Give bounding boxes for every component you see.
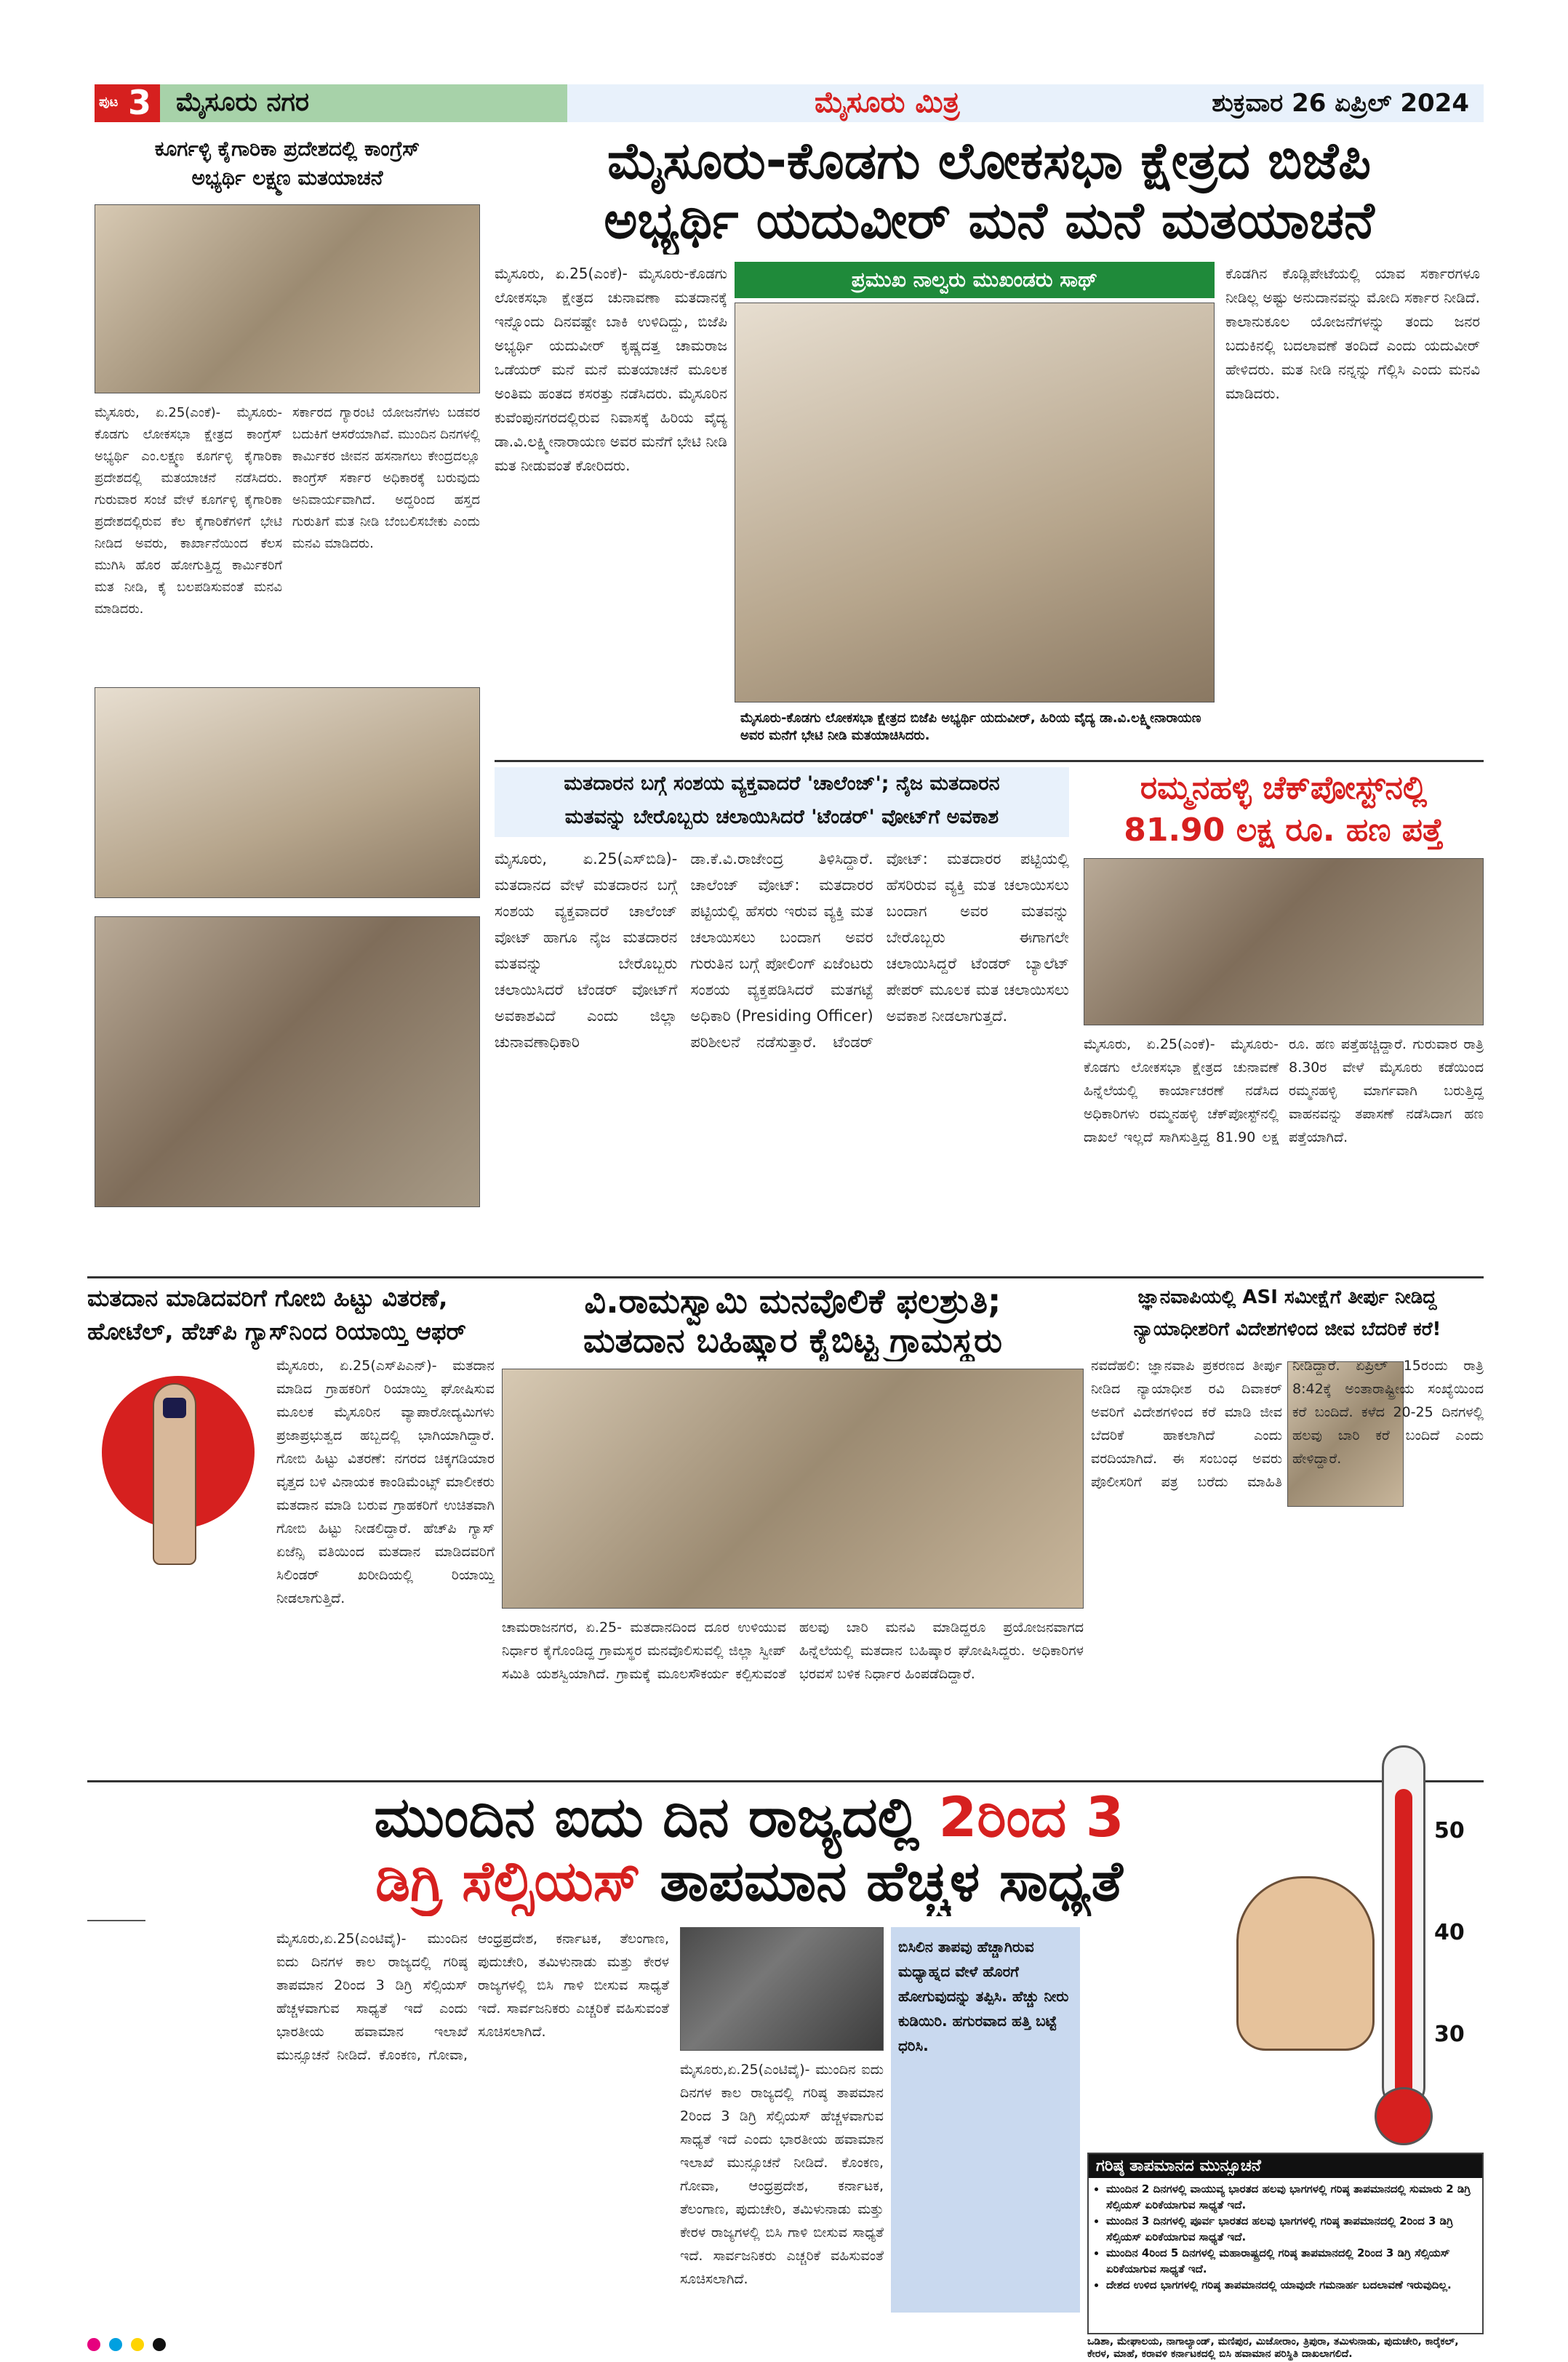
article-body-right: ಸರ್ಕಾರದ ಗ್ಯಾರಂಟಿ ಯೋಜನೆಗಳು ಬಡವರ ಬದುಕಿಗೆ ಆಸರೆಯಾಗಿವೆ. ಮುಂದಿನ ದಿನಗಳಲ್ಲಿ ಕಾರ್ಮಿಕರ ಜೀವನ ಹಸನಾಗಲು ಕೇಂದ್ರದಲ್ಲೂ ಕಾಂಗ್ರೆಸ್ ಸರ್ಕಾರ ಅಧಿಕಾರಕ್ಕೆ ಬರುವುದು ಅನಿವಾರ್ಯವಾಗಿದೆ. ಅದ್ದರಿಂದ ಹಸ್ತದ ಗುರುತಿಗೆ ಮತ ನೀಡಿ ಬೆಂಬಲಿಸಬೇಕು ಎಂದು ಮನವಿ ಮಾಡಿದರು. bbox=[292, 405, 480, 551]
headline-line-1: ರಮ್ಮನಹಳ್ಳಿ ಚೆಕ್‌ಪೋಸ್ಟ್‌ನಲ್ಲಿ bbox=[1140, 769, 1428, 806]
forecast-item: • ಮುಂದಿನ 2 ದಿನಗಳಲ್ಲಿ ವಾಯುವ್ಯ ಭಾರತದ ಹಲವು ಭಾಗಗಳಲ್ಲಿ ಗರಿಷ್ಠ ತಾಪಮಾನದಲ್ಲಿ ಸುಮಾರು 2 ಡಿಗ್ರಿ ಸೆಲ್ಸಿಯಸ್ ಏರಿಕೆಯಾಗುವ ಸಾಧ್ಯತೆ ಇದೆ. bbox=[1106, 2181, 1476, 2213]
article-body: ಮೈಸೂರು, ಏ.25(ಎಸ್‌ಪಿಎನ್)- ಮತದಾನ ಮಾಡಿದ ಗ್ರಾಹಕರಿಗೆ ರಿಯಾಯ್ತಿ ಘೋಷಿಸುವ ಮೂಲಕ ಮೈಸೂರಿನ ವ್ಯಾಪಾರೋದ್ಯಮಿಗಳು ಪ್ರಜಾಪ್ರಭುತ್ವದ ಹಬ್ಬದಲ್ಲಿ ಭಾಗಿಯಾಗಿದ್ದಾರೆ. ಗೋಬಿ ಹಿಟ್ಟು ವಿತರಣೆ: ನಗರದ ಚಿಕ್ಕಗಡಿಯಾರ ವೃತ್ತದ ಬಳಿ ವಿನಾಯಕ ಕಾಂಡಿಮೆಂಟ್ಸ್ ಮಾಲೀಕರು ಮತದಾನ ಮಾಡಿ ಬರುವ ಗ್ರಾಹಕರಿಗೆ ಉಚಿತವಾಗಿ ಗೋಬಿ ಹಿಟ್ಟು ನೀಡಲಿದ್ದಾರೆ. ಹೆಚ್‌ಪಿ ಗ್ಯಾಸ್ ಏಜೆನ್ಸಿ ವತಿಯಿಂದ ಮತದಾನ ಮಾಡಿದವರಿಗೆ ಸಿಲಿಂಡರ್ ಖರೀದಿಯಲ್ಲಿ ರಿಯಾಯ್ತಿ ನೀಡಲಾಗುತ್ತಿದೆ. bbox=[276, 1358, 495, 1606]
headline-line-1: ಜ್ಞಾನವಾಪಿಯಲ್ಲಿ ASI ಸಮೀಕ್ಷೆಗೆ ತೀರ್ಪು ನೀಡಿದ್ದ bbox=[1137, 1286, 1437, 1308]
headline-line-2: ಮತದಾನ ಬಹಿಷ್ಕಾರ ಕೈಬಿಟ್ಟ ಗ್ರಾಮಸ್ಥರು bbox=[583, 1321, 1003, 1360]
villagers-photo bbox=[502, 1369, 1084, 1609]
article-body: ಚಾಮರಾಜನಗರ, ಏ.25- ಮತದಾನದಿಂದ ದೂರ ಉಳಿಯುವ ನಿರ್ಧಾರ ಕೈಗೊಂಡಿದ್ದ ಗ್ರಾಮಸ್ಥರ ಮನವೊಲಿಸುವಲ್ಲಿ ಜಿಲ್ಲಾ ಸ್ವೀಪ್ ಸಮಿತಿ ಯಶಸ್ವಿಯಾಗಿದೆ. ಗ್ರಾಮಕ್ಕೆ ಮೂಲಸೌಕರ್ಯ ಕಲ್ಪಿಸುವಂತೆ ಹಲವು ಬಾರಿ ಮನವಿ ಮಾಡಿದ್ದರೂ ಪ್ರಯೋಜನವಾಗದ ಹಿನ್ನೆಲೆಯಲ್ಲಿ ಮತದಾನ ಬಹಿಷ್ಕಾರ ಘೋಷಿಸಿದ್ದರು. ಅಧಿಕಾರಿಗಳ ಭರವಸೆ ಬಳಿಕ ನಿರ್ಧಾರ ಹಿಂಪಡೆದಿದ್ದಾರೆ. bbox=[502, 1620, 1084, 1682]
cash-photo bbox=[1084, 858, 1484, 1025]
campaign-photo-1 bbox=[95, 687, 480, 898]
tick-label: 40 bbox=[1434, 1920, 1465, 1945]
main-photo-block bbox=[735, 262, 1215, 800]
registration-dot bbox=[109, 2338, 122, 2351]
article-body: ಮೈಸೂರು, ಏ.25(ಎಸ್‌ಬಿಡಿ)- ಮತದಾನದ ವೇಳೆ ಮತದಾರನ ಬಗ್ಗೆ ಸಂಶಯ ವ್ಯಕ್ತವಾದರೆ ಚಾಲೆಂಜ್ ವೋಟ್ ಹಾಗೂ ನೈಜ ಮತದಾರನ ಮತವನ್ನು ಬೇರೊಬ್ಬರು ಚಲಾಯಿಸಿದರೆ ಟೆಂಡರ್ ವೋಟ್‌ಗೆ ಅವಕಾಶವಿದೆ ಎಂದು ಜಿಲ್ಲಾ ಚುನಾವಣಾಧಿಕಾರಿ ಡಾ.ಕೆ.ವಿ.ರಾಜೇಂದ್ರ ತಿಳಿಸಿದ್ದಾರೆ. ಚಾಲೆಂಜ್ ವೋಟ್: ಮತದಾರರ ಪಟ್ಟಿಯಲ್ಲಿ ಹೆಸರು ಇರುವ ವ್ಯಕ್ತಿ ಮತ ಚಲಾಯಿಸಲು ಬಂದಾಗ ಅವರ ಗುರುತಿನ ಬಗ್ಗೆ ಪೋಲಿಂಗ್ ಏಜೆಂಟರು ಸಂಶಯ ವ್ಯಕ್ತಪಡಿಸಿದರೆ ಮತಗಟ್ಟೆ ಅಧಿಕಾರಿ (Presiding Officer) ಪರಿಶೀಲನೆ ನಡೆಸುತ್ತಾರೆ. ಟೆಂಡರ್ ವೋಟ್: ಮತದಾರರ ಪಟ್ಟಿಯಲ್ಲಿ ಹೆಸರಿರುವ ವ್ಯಕ್ತಿ ಮತ ಚಲಾಯಿಸಲು ಬಂದಾಗ ಅವರ ಮತವನ್ನು ಬೇರೊಬ್ಬರು ಈಗಾಗಲೇ ಚಲಾಯಿಸಿದ್ದರೆ ಟೆಂಡರ್ ಬ್ಯಾಲೆಟ್ ಪೇಪರ್ ಮೂಲಕ ಮತ ಚಲಾಯಿಸಲು ಅವಕಾಶ ನೀಡಲಾಗುತ್ತದೆ. bbox=[495, 850, 1069, 1051]
thermometer-mercury bbox=[1395, 1789, 1412, 2102]
story-boycott bbox=[502, 1281, 1084, 1776]
thermometer-bulb-icon bbox=[1375, 2087, 1433, 2145]
registration-dot bbox=[87, 2338, 100, 2351]
registration-dot bbox=[131, 2338, 144, 2351]
headline bbox=[495, 767, 1069, 837]
story-cash bbox=[1084, 767, 1484, 1269]
story-asi bbox=[1091, 1281, 1484, 1776]
heat-article-body: ಮೈಸೂರು,ಏ.25(ಎಂಟಿವೈ)- ಮುಂದಿನ ಐದು ದಿನಗಳ ಕಾಲ ರಾಜ್ಯದಲ್ಲಿ ಗರಿಷ್ಠ ತಾಪಮಾನ 2ರಿಂದ 3 ಡಿಗ್ರಿ ಸೆಲ್ಸಿಯಸ್ ಹೆಚ್ಚಳವಾಗುವ ಸಾಧ್ಯತೆ ಇದೆ ಎಂದು ಭಾರತೀಯ ಹವಾಮಾನ ಇಲಾಖೆ ಮುನ್ಸೂಚನೆ ನೀಡಿದೆ. ಕೊಂಕಣ, ಗೋವಾ, ಆಂಧ್ರಪ್ರದೇಶ, ಕರ್ನಾಟಕ, ತೆಲಂಗಾಣ, ಪುದುಚೇರಿ, ತಮಿಳುನಾಡು ಮತ್ತು ಕೇರಳ ರಾಜ್ಯಗಳಲ್ಲಿ ಬಿಸಿ ಗಾಳಿ ಬೀಸುವ ಸಾಧ್ಯತೆ ಇದೆ. ಸಾರ್ವಜನಿಕರು ಎಚ್ಚರಿಕೆ ವಹಿಸುವಂತೆ ಸೂಚಿಸಲಾಗಿದೆ. bbox=[276, 1931, 669, 2063]
registration-dot bbox=[153, 2338, 166, 2351]
heat-man-photo bbox=[87, 1920, 145, 1921]
headline-line-1: ಮುಂದಿನ ಐದು ದಿನ ರಾಜ್ಯದಲ್ಲಿ 2ರಿಂದ 3 bbox=[374, 1785, 1124, 1849]
story-congress bbox=[95, 135, 480, 680]
masthead: ಮೈಸೂರು ಮಿತ್ರ bbox=[815, 86, 960, 119]
tick-label: 50 bbox=[1434, 1818, 1465, 1843]
heat-photo bbox=[680, 1927, 884, 2051]
tick-label: 30 bbox=[1434, 2022, 1465, 2047]
headline-line-1: ಮತದಾರನ ಬಗ್ಗೆ ಸಂಶಯ ವ್ಯಕ್ತವಾದರೆ 'ಚಾಲೆಂಜ್'; ನೈಜ ಮತದಾರನ bbox=[564, 772, 1000, 795]
headline-line-2: ಅಭ್ಯರ್ಥಿ ಯದುವೀರ್ ಮನೆ ಮನೆ ಮತಯಾಚನೆ bbox=[604, 191, 1375, 250]
photo-banner-text: ಪ್ರಮುಖ ನಾಲ್ವರು ಮುಖಂಡರು ಸಾಥ್ bbox=[851, 268, 1098, 292]
page-number-badge bbox=[95, 84, 160, 122]
section-title: ಮೈಸೂರು ನಗರ bbox=[176, 87, 310, 117]
headline-line-1: ಕೂರ್ಗಳ್ಳಿ ಕೈಗಾರಿಕಾ ಪ್ರದೇಶದಲ್ಲಿ ಕಾಂಗ್ರೆಸ್ bbox=[154, 137, 420, 161]
headline bbox=[1084, 767, 1484, 854]
forecast-item: • ದೇಶದ ಉಳಿದ ಭಾಗಗಳಲ್ಲಿ ಗರಿಷ್ಠ ತಾಪಮಾನದಲ್ಲಿ ಯಾವುದೇ ಗಮನಾರ್ಹ ಬದಲಾವಣೆ ಇರುವುದಿಲ್ಲ. bbox=[1106, 2277, 1476, 2293]
headline bbox=[502, 1281, 1084, 1361]
headline-line-2: ಹೋಟೆಲ್, ಹೆಚ್‌ಪಿ ಗ್ಯಾಸ್‌ನಿಂದ ರಿಯಾಯ್ತಿ ಆಫರ್ bbox=[87, 1318, 466, 1345]
headline bbox=[87, 1281, 495, 1351]
headline-line-1: ಮತದಾನ ಮಾಡಿದವರಿಗೆ ಗೋಬಿ ಹಿಟ್ಟು ವಿತರಣೆ, bbox=[87, 1284, 448, 1312]
heat-illustration bbox=[1236, 1731, 1484, 2153]
main-col-2: ಕೊಡಗಿನ ಕೊಡ್ಲಿಪೇಟೆಯಲ್ಲಿ ಯಾವ ಸರ್ಕಾರಗಳೂ ನೀಡಿಲ್ಲ ಅಷ್ಟು ಅನುದಾನವನ್ನು ಮೋದಿ ಸರ್ಕಾರ ನೀಡಿದೆ. ಕಾಲಾನುಕೂಲ ಯೋಜನೆಗಳನ್ನು ತಂದು ಜನರ ಬದುಕಿನಲ್ಲಿ ಬದಲಾವಣೆ ತಂದಿದೆ ಎಂದು ಯದುವೀರ್ ಹೇಳಿದರು. ಮತ ನೀಡಿ ನನ್ನನ್ನು ಗೆಲ್ಲಿಸಿ ಎಂದು ಮನವಿ ಮಾಡಿದರು. bbox=[1225, 265, 1480, 402]
story-heat-headline bbox=[276, 1785, 1222, 1916]
forecast-item: • ಮುಂದಿನ 4ರಿಂದ 5 ದಿನಗಳಲ್ಲಿ ಮಹಾರಾಷ್ಟ್ರದಲ್ಲಿ ಗರಿಷ್ಠ ತಾಪಮಾನದಲ್ಲಿ 2ರಿಂದ 3 ಡಿಗ್ರಿ ಸೆಲ್ಸಿಯಸ್ ಏರಿಕೆಯಾಗುವ ಸಾಧ್ಯತೆ ಇದೆ. bbox=[1106, 2245, 1476, 2277]
campaign-photo-2 bbox=[95, 916, 480, 1207]
forecast-box-title: ಗರಿಷ್ಠ ತಾಪಮಾನದ ಮುನ್ಸೂಚನೆ bbox=[1089, 2154, 1482, 2178]
article-body: ನವದೆಹಲಿ: ಜ್ಞಾನವಾಪಿ ಪ್ರಕರಣದ ತೀರ್ಪು ನೀಡಿದ ನ್ಯಾಯಾಧೀಶ ರವಿ ದಿವಾಕರ್ ಅವರಿಗೆ ವಿದೇಶಗಳಿಂದ ಕರೆ ಮಾಡಿ ಜೀವ ಬೆದರಿಕೆ ಹಾಕಲಾಗಿದೆ ಎಂದು ವರದಿಯಾಗಿದೆ. ಈ ಸಂಬಂಧ ಅವರು ಪೊಲೀಸರಿಗೆ ಪತ್ರ ಬರೆದು ಮಾಹಿತಿ ನೀಡಿದ್ದಾರೆ. ಏಪ್ರಿಲ್ 15ರಂದು ರಾತ್ರಿ 8:42ಕ್ಕೆ ಅಂತಾರಾಷ್ಟ್ರೀಯ ಸಂಖ್ಯೆಯಿಂದ ಕರೆ ಬಂದಿದೆ. ಕಳೆದ 20-25 ದಿನಗಳಲ್ಲಿ ಹಲವು ಬಾರಿ ಕರೆ ಬಂದಿದೆ ಎಂದು ಹೇಳಿದ್ದಾರೆ. bbox=[1091, 1358, 1484, 1490]
heat-forecast-box bbox=[1087, 2153, 1484, 2334]
article-body: ಮೈಸೂರು, ಏ.25(ಎಂಕೆ)- ಮೈಸೂರು-ಕೊಡಗು ಲೋಕಸಭಾ ಕ್ಷೇತ್ರದ ಚುನಾವಣೆ ಹಿನ್ನೆಲೆಯಲ್ಲಿ ಕಾರ್ಯಾಚರಣೆ ನಡೆಸಿದ ಅಧಿಕಾರಿಗಳು ರಮ್ಮನಹಳ್ಳಿ ಚೆಕ್‌ಪೋಸ್ಟ್‌ನಲ್ಲಿ ದಾಖಲೆ ಇಲ್ಲದೆ ಸಾಗಿಸುತ್ತಿದ್ದ 81.90 ಲಕ್ಷ ರೂ. ಹಣ ಪತ್ತೆಹಚ್ಚಿದ್ದಾರೆ. ಗುರುವಾರ ರಾತ್ರಿ 8.30ರ ವೇಳೆ ಮೈಸೂರು ಕಡೆಯಿಂದ ರಮ್ಮನಹಳ್ಳಿ ಮಾರ್ಗವಾಗಿ ಬರುತ್ತಿದ್ದ ವಾಹನವನ್ನು ತಪಾಸಣೆ ನಡೆಸಿದಾಗ ಹಣ ಪತ್ತೆಯಾಗಿದೆ. bbox=[1084, 1036, 1484, 1145]
article-body-left: ಮೈಸೂರು, ಏ.25(ಎಂಕೆ)- ಮೈಸೂರು-ಕೊಡಗು ಲೋಕಸಭಾ ಕ್ಷೇತ್ರದ ಕಾಂಗ್ರೆಸ್ ಅಭ್ಯರ್ಥಿ ಎಂ.ಲಕ್ಷ್ಮಣ ಕೂರ್ಗಳ್ಳಿ ಕೈಗಾರಿಕಾ ಪ್ರದೇಶದಲ್ಲಿ ಮತಯಾಚನೆ ನಡೆಸಿದರು. ಗುರುವಾರ ಸಂಜೆ ವೇಳೆ ಕೂರ್ಗಳ್ಳಿ ಕೈಗಾರಿಕಾ ಪ್ರದೇಶದಲ್ಲಿರುವ ಕೆಲ ಕೈಗಾರಿಕೆಗಳಿಗೆ ಭೇಟಿ ನೀಡಿದ ಅವರು, ಕಾರ್ಖಾನೆಯಿಂದ ಕೆಲಸ ಮುಗಿಸಿ ಹೊರ ಹೋಗುತ್ತಿದ್ದ ಕಾರ್ಮಿಕರಿಗೆ ಮತ ನೀಡಿ, ಕೈ ಬಲಪಡಿಸುವಂತೆ ಮನವಿ ಮಾಡಿದರು. bbox=[95, 405, 282, 617]
congress-photo bbox=[95, 204, 480, 393]
sweating-man-icon bbox=[1236, 1876, 1375, 2051]
headline-line-2: ಅಭ್ಯರ್ಥಿ ಲಕ್ಷ್ಮಣ ಮತಯಾಚನೆ bbox=[191, 166, 383, 190]
headline-line-1: ಮೈಸೂರು-ಕೊಡಗು ಲೋಕಸಭಾ ಕ್ಷೇತ್ರದ ಬಿಜೆಪಿ bbox=[607, 131, 1372, 191]
voting-finger-graphic bbox=[87, 1354, 269, 1572]
story-challenge bbox=[495, 767, 1069, 1269]
headline bbox=[1091, 1281, 1484, 1351]
divider bbox=[495, 760, 1484, 762]
forecast-list bbox=[1089, 2181, 1482, 2293]
photo-banner bbox=[735, 262, 1215, 298]
divider bbox=[87, 1276, 1484, 1278]
forecast-footer: ಒಡಿಶಾ, ಮೇಘಾಲಯ, ನಾಗಾಲ್ಯಾಂಡ್, ಮಣಿಪುರ, ಮಿಜೋರಾಂ, ತ್ರಿಪುರಾ, ತಮಿಳುನಾಡು, ಪುದುಚೇರಿ, ಕಾರೈಕಲ್, ಕೇರಳ, ಮಾಹೆ, ಕರಾವಳಿ ಕರ್ನಾಟಕದಲ್ಲಿ ಬಿಸಿ ಹವಾಮಾನ ಪರಿಸ್ಥಿತಿ ದಾಖಲಾಗಲಿದೆ. bbox=[1087, 2336, 1459, 2360]
main-col-1: ಮೈಸೂರು, ಏ.25(ಎಂಕೆ)- ಮೈಸೂರು-ಕೊಡಗು ಲೋಕಸಭಾ ಕ್ಷೇತ್ರದ ಚುನಾವಣಾ ಮತದಾನಕ್ಕೆ ಇನ್ನೊಂದು ದಿನವಷ್ಟೇ ಬಾಕಿ ಉಳಿದಿದ್ದು, ಬಿಜೆಪಿ ಅಭ್ಯರ್ಥಿ ಯದುವೀರ್ ಕೃಷ್ಣದತ್ತ ಚಾಮರಾಜ ಒಡೆಯರ್ ಮನೆ ಮನೆ ಮತಯಾಚನೆ ಮೂಲಕ ಅಂತಿಮ ಹಂತದ ಕಸರತ್ತು ನಡೆಸಿದರು. ಮೈಸೂರಿನ ಕುವೆಂಪುನಗರದಲ್ಲಿರುವ ನಿವಾಸಕ್ಕೆ ಹಿರಿಯ ವೈದ್ಯ ಡಾ.ವಿ.ಲಕ್ಷ್ಮೀನಾರಾಯಣ ಅವರ ಮನೆಗೆ ಭೇಟಿ ನೀಡಿ ಮತ ನೀಡುವಂತೆ ಕೋರಿದರು. bbox=[495, 265, 727, 474]
headline-line-2: ಡಿಗ್ರಿ ಸೆಲ್ಸಿಯಸ್ ತಾಪಮಾನ ಹೆಚ್ಚಳ ಸಾಧ್ಯತೆ bbox=[375, 1849, 1123, 1913]
headline-line-2: ನ್ಯಾಯಾಧೀಶರಿಗೆ ವಿದೇಶಗಳಿಂದ ಜೀವ ಬೆದರಿಕೆ ಕರೆ! bbox=[1133, 1318, 1441, 1340]
main-photo-caption: ಮೈಸೂರು-ಕೊಡಗು ಲೋಕಸಭಾ ಕ್ಷೇತ್ರದ ಬಿಜೆಪಿ ಅಭ್ಯರ್ಥಿ ಯದುವೀರ್, ಹಿರಿಯ ವೈದ್ಯ ಡಾ.ವಿ.ಲಕ್ಷ್ಮೀನಾರಾಯಣ ಅವರ ಮನೆಗೆ ಭೇಟಿ ನೀಡಿ ಮತಯಾಚಿಸಿದರು. bbox=[735, 707, 1215, 798]
headline-line-1: ವಿ.ರಾಮಸ್ವಾಮಿ ಮನವೊಲಿಕೆ ಫಲಶ್ರುತಿ; bbox=[584, 1281, 1001, 1321]
issue-date: ಶುಕ್ರವಾರ 26 ಏಪ್ರಿಲ್ 2024 bbox=[1212, 89, 1469, 118]
story-gifts bbox=[87, 1281, 495, 1776]
story-main-headline bbox=[495, 131, 1484, 255]
heat-article-continued: ಮೈಸೂರು,ಏ.25(ಎಂಟಿವೈ)- ಮುಂದಿನ ಐದು ದಿನಗಳ ಕಾಲ ರಾಜ್ಯದಲ್ಲಿ ಗರಿಷ್ಠ ತಾಪಮಾನ 2ರಿಂದ 3 ಡಿಗ್ರಿ ಸೆಲ್ಸಿಯಸ್ ಹೆಚ್ಚಳವಾಗುವ ಸಾಧ್ಯತೆ ಇದೆ ಎಂದು ಭಾರತೀಯ ಹವಾಮಾನ ಇಲಾಖೆ ಮುನ್ಸೂಚನೆ ನೀಡಿದೆ. ಕೊಂಕಣ, ಗೋವಾ, ಆಂಧ್ರಪ್ರದೇಶ, ಕರ್ನಾಟಕ, ತೆಲಂಗಾಣ, ಪುದುಚೇರಿ, ತಮಿಳುನಾಡು ಮತ್ತು ಕೇರಳ ರಾಜ್ಯಗಳಲ್ಲಿ ಬಿಸಿ ಗಾಳಿ ಬೀಸುವ ಸಾಧ್ಯತೆ ಇದೆ. ಸಾರ್ವಜನಿಕರು ಎಚ್ಚರಿಕೆ ವಹಿಸುವಂತೆ ಸೂಚಿಸಲಾಗಿದೆ. bbox=[680, 2062, 884, 2287]
page-header bbox=[87, 80, 1484, 127]
headline-line-2: ಮತವನ್ನು ಬೇರೊಬ್ಬರು ಚಲಾಯಿಸಿದರೆ 'ಟೆಂಡರ್' ವೋಟ್‌ಗೆ ಅವಕಾಶ bbox=[564, 806, 999, 828]
page-number: 3 bbox=[128, 84, 152, 122]
page-label: ಪುಟ bbox=[99, 95, 119, 110]
masthead-bar bbox=[567, 84, 1484, 122]
heat-callout-box bbox=[891, 1927, 1080, 2313]
section-bar bbox=[160, 84, 567, 122]
forecast-item: • ಮುಂದಿನ 3 ದಿನಗಳಲ್ಲಿ ಪೂರ್ವ ಭಾರತದ ಹಲವು ಭಾಗಗಳಲ್ಲಿ ಗರಿಷ್ಠ ತಾಪಮಾನದಲ್ಲಿ 2ರಿಂದ 3 ಡಿಗ್ರಿ ಸೆಲ್ಸಿಯಸ್ ಏರಿಕೆಯಾಗುವ ಸಾಧ್ಯತೆ ಇದೆ. bbox=[1106, 2213, 1476, 2245]
callout-text: ಬಿಸಿಲಿನ ತಾಪವು ಹೆಚ್ಚಾಗಿರುವ ಮಧ್ಯಾಹ್ನದ ವೇಳೆ ಹೊರಗೆ ಹೋಗುವುದನ್ನು ತಪ್ಪಿಸಿ. ಹೆಚ್ಚು ನೀರು ಕುಡಿಯಿರಿ. ಹಗುರವಾದ ಹತ್ತಿ ಬಟ್ಟೆ ಧರಿಸಿ. bbox=[898, 1938, 1069, 2054]
main-photo bbox=[735, 303, 1215, 702]
headline-line-2: 81.90 ಲಕ್ಷ ರೂ. ಹಣ ಪತ್ತೆ bbox=[1124, 812, 1444, 849]
headline bbox=[95, 135, 480, 200]
ink-mark-icon bbox=[163, 1398, 186, 1418]
